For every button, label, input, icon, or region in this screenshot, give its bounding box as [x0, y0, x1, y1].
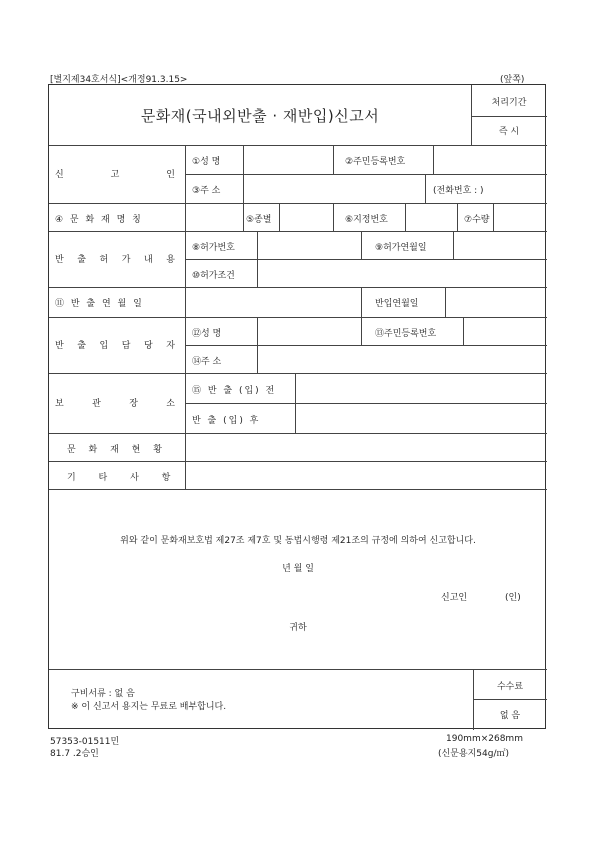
- permit-label: 반 출 허 가 내 용: [55, 255, 175, 265]
- paper-size: 190mm×268mm: [446, 734, 523, 744]
- import-date-label: 반입연월일: [375, 299, 419, 309]
- storage-label: 보 관 장 소: [55, 399, 175, 409]
- heritage-designation-label: ⑥지정번호: [345, 215, 388, 225]
- reporter-label: 신 고 인: [55, 170, 175, 180]
- fee-label: 수수료: [496, 682, 524, 692]
- free-form-note: ※ 이 신고서 용지는 무료로 배부합니다.: [71, 702, 227, 712]
- approval-date: 81.7 .2승인: [50, 749, 99, 759]
- addressee-label: 귀하: [289, 623, 307, 633]
- heritage-quantity-label: ⑦수량: [464, 215, 490, 225]
- declaration-statement: 위와 같이 문화재보호법 제27조 제7호 및 동법시행령 제21조의 규정에 의하여 신고합니다.: [120, 536, 476, 546]
- reporter-address-label: ③주 소: [192, 186, 221, 196]
- signer-label: 신고인: [441, 593, 468, 603]
- heritage-status-label: 문 화 재 현 황: [67, 445, 167, 455]
- reporter-name-label: ①성 명: [192, 157, 221, 167]
- form-number: [별지제34호서식]<개정91.3.15>: [50, 75, 188, 85]
- fee-value: 없 음: [499, 711, 521, 721]
- other-matters-label: 기 타 사 항: [67, 473, 181, 483]
- required-docs-text: 구비서류 : 없 음: [71, 689, 135, 699]
- reporter-phone-label: (전화번호 : ): [433, 186, 484, 196]
- manager-address-label: ⑭주 소: [192, 357, 222, 367]
- processing-period-label: 처리기간: [491, 98, 527, 108]
- storage-after-label: 반 출 (입) 후: [192, 416, 261, 426]
- paper-spec: (신문용지54g/㎡): [438, 749, 509, 759]
- manager-label: 반 출 입 담 당 자: [55, 341, 175, 351]
- heritage-type-label: ⑤종별: [246, 215, 272, 225]
- permit-date-label: ⑨허가연월일: [375, 243, 427, 253]
- heritage-name-label: ④ 문 화 재 명 칭: [55, 215, 143, 225]
- reporter-rrn-label: ②주민등록번호: [345, 157, 406, 167]
- form-title: 문화재(국내외반출 · 재반입)신고서: [140, 106, 380, 125]
- report-form: [48, 84, 546, 729]
- declaration-date: 년 월 일: [282, 564, 314, 574]
- side-indicator: (앞쪽): [500, 75, 525, 85]
- seal-mark: (인): [505, 593, 521, 603]
- processing-period-value: 즉 시: [498, 127, 520, 137]
- export-date-label: ⑪ 반 출 연 월 일: [55, 299, 144, 309]
- storage-before-label: ⑮ 반 출 (입) 전: [192, 386, 277, 396]
- permit-number-label: ⑧허가번호: [192, 243, 235, 253]
- permit-condition-label: ⑩허가조건: [192, 271, 235, 281]
- manager-name-label: ⑫성 명: [192, 329, 222, 339]
- form-code: 57353-01511민: [50, 737, 120, 747]
- manager-rrn-label: ⑬주민등록번호: [375, 329, 437, 339]
